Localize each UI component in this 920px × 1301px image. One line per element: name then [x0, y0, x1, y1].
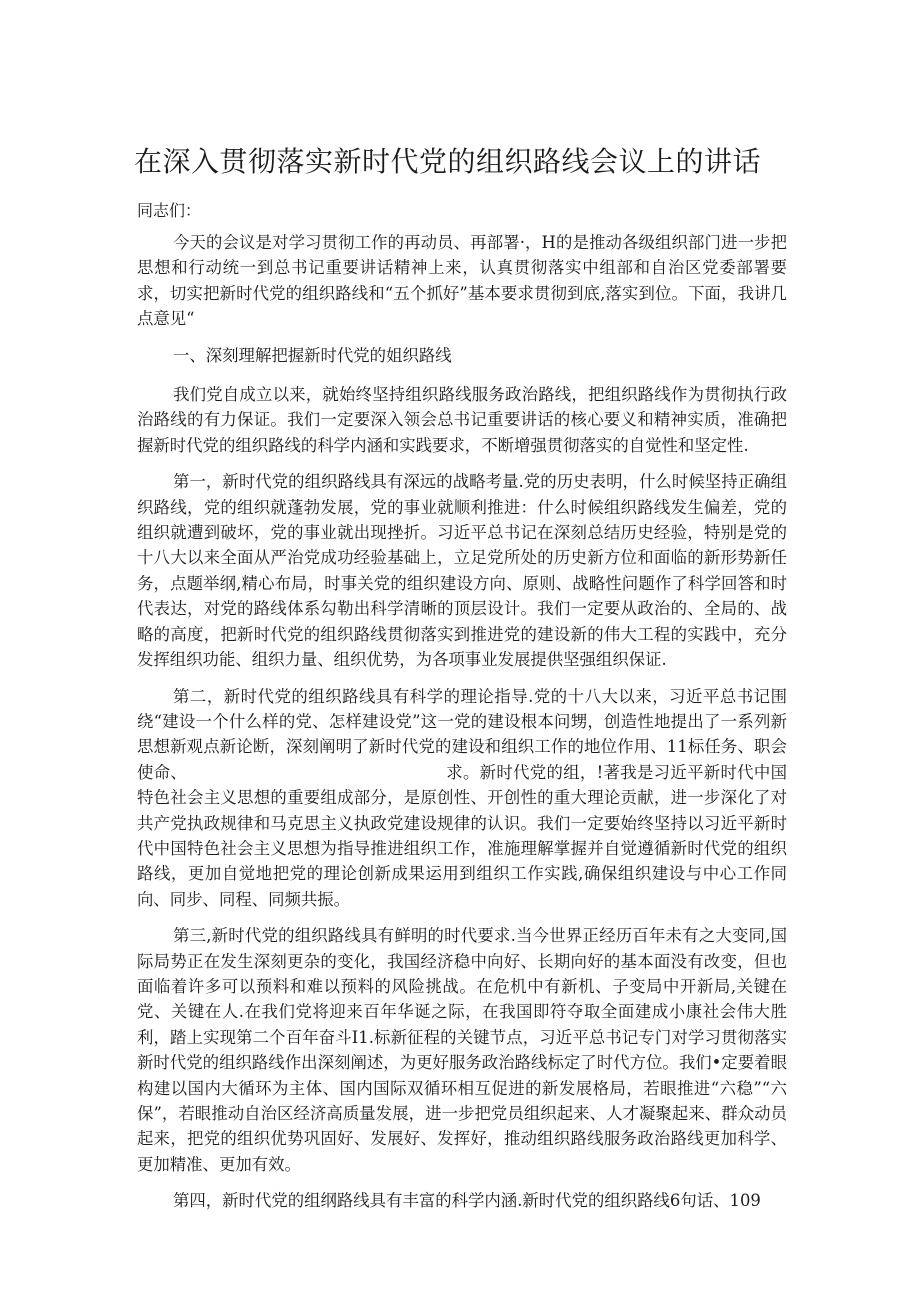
salutation: 同志们： [137, 201, 202, 220]
body-paragraph: 第三,新时代党的组织路线具有鲜明的时代要求.当今世界正经历百年未有之大变同,国际局势正在发生深刻更杂的变化，我国经济稳中向好、长期向好的基本面没有改变，但也面临着许多可以预料和难以预料的风险挑战。在危机中有新机、子变局中开新局,关键在党、关键在人.在我们党将迎来百年华诞之际，在我国即符夺取全面建成小康社会伟大胜利，踏上实现第二个百年奋斗I1.标新征程的关键节点，习近平总书记专门对学习贯彻落实新时代党的组织路线作出深刻阐述，为更好服务政治路线标定了时代方位。我们•定要着眼构建以国内大循环为主体、国内国际双循环相互促进的新发展格局，若眼推进“六稳”“六保”，若眼推动自治区经济高质量发展，进一步把党员组织起来、人才凝聚起来、群众动员起来，把党的组织优势巩固好、发展好、发挥好，推动组织路线服务政治路线更加科学、更加精准、更加有效。 [137, 926, 787, 1174]
body-paragraph: 第一，新时代党的组织路线具有深远的战略考量.党的历史表明，什么时候坚持正确组织路线，党的组织就蓬勃发展，党的事业就顺利推进：什么时候组织路线发生偏差，党的组织就遭到破坏，党的事业就出现挫折。习近平总书记在深刻总结历史经验，特别是党的十八大以来全面从严治党成功经验基础上，立足党所处的历史新方位和面临的新形势新任务，点题举纲,精心布局，时事关党的组织建设方向、原则、战略性问题作了科学回答和时代表达，对党的路线体系勾勒出科学清晰的顶层设计。我们一定要从政治的、全局的、战略的高度，把新时代党的组织路线贯彻落实到推进党的建设新的伟大工程的实践中，充分发挥组织功能、组织力量、组织优势，为各项事业发展提供坚强组织保证. [137, 472, 787, 670]
intro-paragraph: 今天的会议是对学习贯彻工作的再动员、再部署·，H的是推动各级组织部门进一步把思想和行动统一到总书记重要讲话精神上来，认真贯彻落实中组部和自治区党委部署要求，切实把新时代党的组织路线和“五个抓好”基本要求贯彻到底,落实到位。下面，我讲几点意见“ [137, 233, 787, 329]
document-title: 在深入贯彻落实新时代党的组织路线会议上的讲话 [134, 145, 762, 178]
document-body [137, 230, 787, 1225]
section-heading: 一、深刻理解把握新时代党的姐织路线 [173, 345, 452, 365]
body-paragraph: 第四，新时代党的组纲路线具有丰富的科学内涵.新时代党的组织路线6句话、109 [173, 1191, 761, 1211]
body-paragraph: 我们党自成立以来，就始终坚持组织路线服务政治路线，把组织路线作为贯彻执行政治路线的有力保证。我们一定要深入领会总书记重要讲话的核心要义和精神实质，准确把握新时代党的组织路线的科学内涵和实践要求，不断增强贯彻落实的自觉性和坚定性. [137, 385, 787, 455]
body-paragraph: 第二，新时代党的组织路线具有科学的理论指导.党的十八大以来，习近平总书记围绕“建设一个什么样的党、怎样建设党”这一党的建设根本问甥，创造性地提出了一系列新思想新观点新论断，深刻阐明了新时代党的建设和组织工作的地位作用、11标任务、职会使命、 求。新时代党的组，!著我是习近平新时代中国特色社会主义思想的重要组成部分，是原创性、开创性的重大理论贡献，进一步深化了对共产党执政规律和马克思主义执政党建设规律的认识。我们一定要始终坚持以习近平新时代中国特色社会主义思想为指导推进组织工作，准施理解掌握并自觉遵循新时代党的组织路线，更加自觉地把党的理论创新成果运用到组织工作实践,确保组织建设与中心工作同向、同步、同程、同频共振。 [137, 686, 787, 909]
